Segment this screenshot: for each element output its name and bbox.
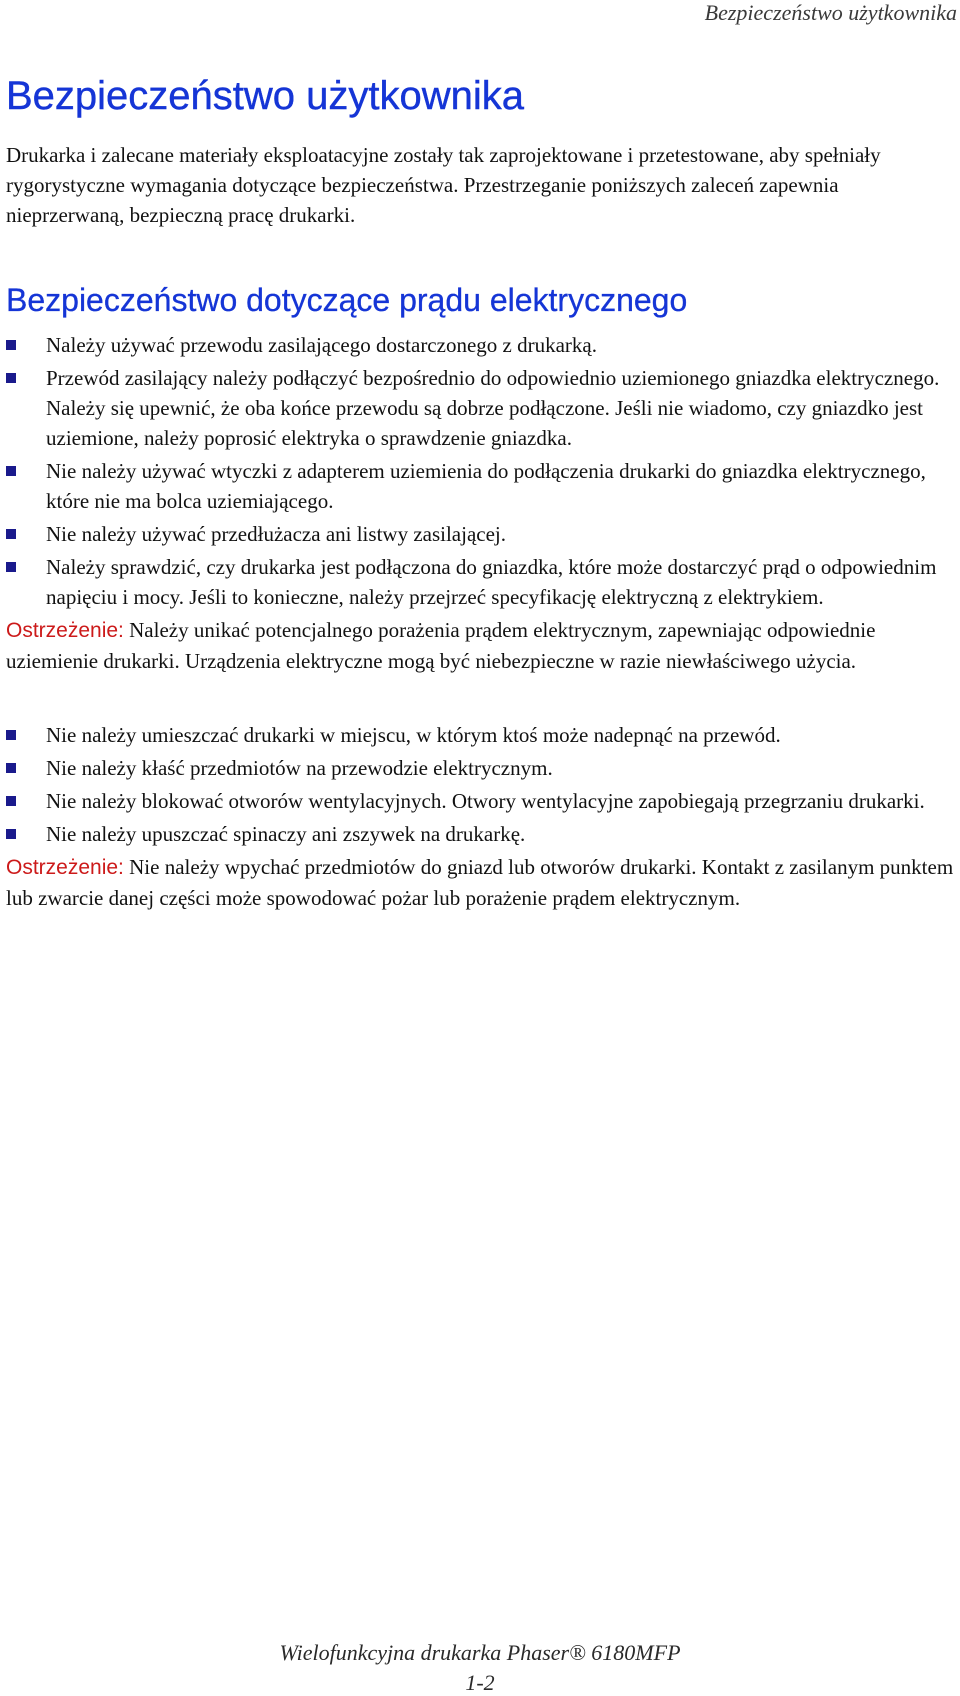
footer-product-name: Wielofunkcyjna drukarka Phaser® 6180MFP <box>279 1640 681 1665</box>
list-item-text: Nie należy blokować otworów wentylacyjnych. Otwory wentylacyjne zapobiegają przegrzaniu drukarki. <box>46 789 925 813</box>
square-bullet-icon <box>6 763 16 773</box>
warning-note <box>6 615 956 676</box>
document-body <box>6 72 956 913</box>
list-item-text: Nie należy umieszczać drukarki w miejscu, w którym ktoś może nadepnąć na przewód. <box>46 723 781 747</box>
list-item-text: Nie należy używać wtyczki z adapterem uziemienia do podłączenia drukarki do gniazdka elektrycznego, które nie ma bolca uziemiającego. <box>46 459 926 513</box>
list-item-text: Nie należy upuszczać spinaczy ani zszywek na drukarkę. <box>46 822 526 846</box>
running-header: Bezpieczeństwo użytkownika <box>704 0 957 25</box>
list-item-text: Nie należy kłaść przedmiotów na przewodzie elektrycznym. <box>46 756 553 780</box>
electrical-safety-list <box>6 330 956 612</box>
square-bullet-icon <box>6 829 16 839</box>
list-item-text: Przewód zasilający należy podłączyć bezpośrednio do odpowiednio uziemionego gniazdka elektrycznego. Należy się upewnić, że oba końce przewodu są dobrze podłączone. Jeśli nie wiadomo, czy gniazdko jest uziemione, należy poprosić elektryka o sprawdzenie gniazdka. <box>46 366 940 450</box>
page-number: 1-2 <box>465 1670 495 1695</box>
warning-text: Należy unikać potencjalnego porażenia prądem elektrycznym, zapewniając odpowiednie uziemienie drukarki. Urządzenia elektryczne mogą być niebezpieczne w razie niewłaściwego użycia. <box>6 618 876 673</box>
list-item <box>6 786 956 816</box>
square-bullet-icon <box>6 562 16 572</box>
cord-safety-list <box>6 720 956 849</box>
square-bullet-icon <box>6 730 16 740</box>
square-bullet-icon <box>6 466 16 476</box>
warning-note <box>6 852 956 913</box>
square-bullet-icon <box>6 529 16 539</box>
intro-paragraph: Drukarka i zalecane materiały eksploatacyjne zostały tak zaprojektowane i przetestowane, aby spełniały rygorystyczne wymagania dotyczące bezpieczeństwa. Przestrzeganie poniższych zaleceń zapewnia nieprzerwaną, bezpieczną pracę drukarki. <box>6 143 881 227</box>
list-item <box>6 753 956 783</box>
list-item-text: Nie należy używać przedłużacza ani listwy zasilającej. <box>46 522 507 546</box>
square-bullet-icon <box>6 340 16 350</box>
list-item <box>6 519 956 549</box>
list-item-text: Należy używać przewodu zasilającego dostarczonego z drukarką. <box>46 333 597 357</box>
list-item <box>6 720 956 750</box>
list-item-text: Należy sprawdzić, czy drukarka jest podłączona do gniazdka, które może dostarczyć prąd o odpowiednim napięciu i mocy. Jeśli to konieczne, należy przejrzeć specyfikację elektryczną z elektrykiem. <box>46 555 937 609</box>
warning-label: Ostrzeżenie: <box>6 856 124 879</box>
square-bullet-icon <box>6 796 16 806</box>
warning-label: Ostrzeżenie: <box>6 619 124 642</box>
list-item <box>6 819 956 849</box>
warning-text: Nie należy wpychać przedmiotów do gniazd lub otworów drukarki. Kontakt z zasilanym punktem lub zwarcie danej części może spowodować pożar lub porażenie prądem elektrycznym. <box>6 855 954 910</box>
list-item <box>6 456 956 516</box>
list-item <box>6 363 956 453</box>
page-title: Bezpieczeństwo użytkownika <box>6 74 525 118</box>
section-title: Bezpieczeństwo dotyczące prądu elektrycznego <box>6 282 688 318</box>
list-item <box>6 330 956 360</box>
list-item <box>6 552 956 612</box>
square-bullet-icon <box>6 373 16 383</box>
